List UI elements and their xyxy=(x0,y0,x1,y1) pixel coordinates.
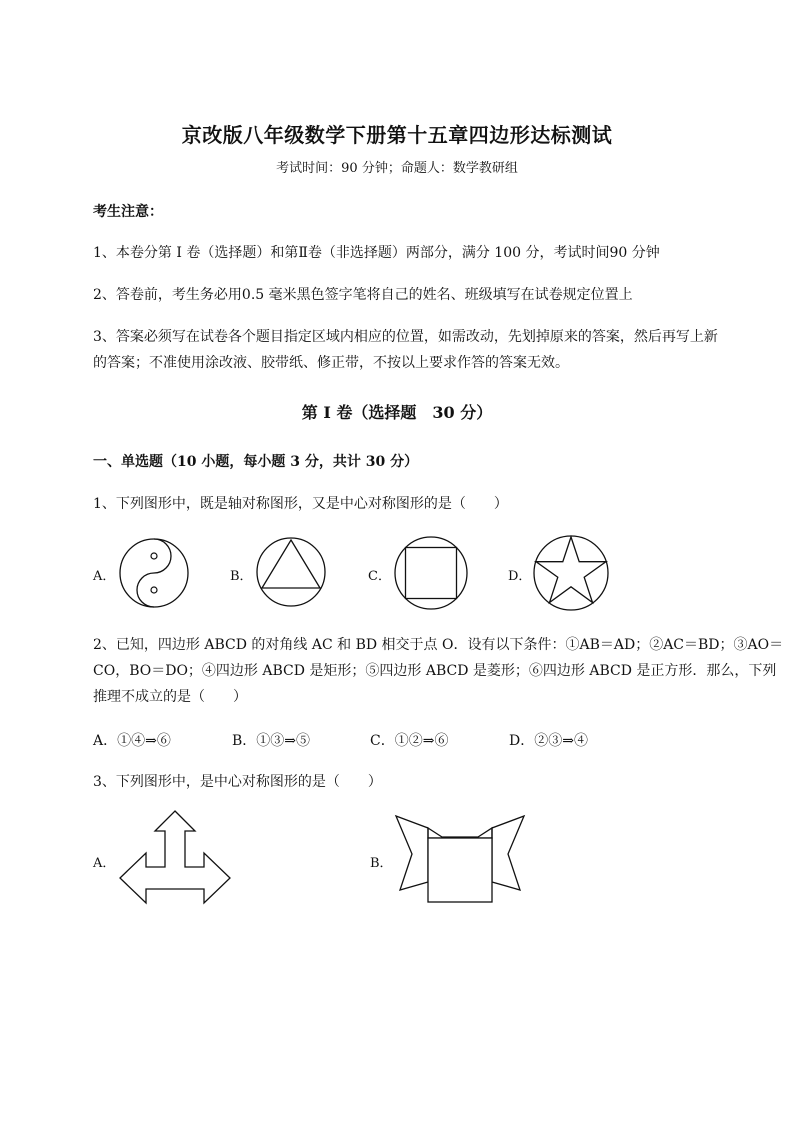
circle-square-icon xyxy=(393,535,469,611)
notes-heading: 考生注意： xyxy=(93,204,163,220)
three-arrows-icon xyxy=(116,809,234,909)
exam-title: 京改版八年级数学下册第十五章四边形达标测试 xyxy=(181,123,613,147)
note-item-3: 3、答案必须写在试卷各个题目指定区域内相应的位置，如需改动，先划掉原来的答案，然后再写上新 xyxy=(93,329,718,345)
circle-triangle-icon xyxy=(255,536,327,608)
question-1-stem: 1、下列图形中，既是轴对称图形，又是中心对称图形的是（ ） xyxy=(93,496,508,512)
question-2-line-3: 推理不成立的是（ ） xyxy=(93,689,247,705)
circle-star-icon xyxy=(532,534,610,612)
part-heading: 一、单选题（10 小题，每小题 3 分，共计 30 分） xyxy=(93,454,419,470)
q1-option-c-label: C． xyxy=(368,569,391,584)
question-3-stem: 3、下列图形中，是中心对称图形的是（ ） xyxy=(93,774,382,790)
note-item-2: 2、答卷前，考生务必用0.5 毫米黑色签字笔将自己的姓名、班级填写在试卷规定位置上 xyxy=(93,287,633,303)
taiji-icon xyxy=(118,537,190,609)
q3-option-a-label: A． xyxy=(93,856,116,871)
question-2-line-2: CO，BO＝DO；④四边形 ABCD 是矩形；⑤四边形 ABCD 是菱形；⑥四边形 ABCD 是正方形．那么，下列 xyxy=(93,663,777,679)
note-item-3-cont: 的答案；不准使用涂改液、胶带纸、修正带，不按以上要求作答的答案无效。 xyxy=(93,355,569,371)
note-item-1: 1、本卷分第 I 卷（选择题）和第Ⅱ卷（非选择题）两部分，满分 100 分，考试时间90 分钟 xyxy=(93,245,660,261)
section-title: 第 I 卷（选择题 30 分） xyxy=(301,403,493,422)
q2-option-b: B．①③⇒⑤ xyxy=(232,733,311,749)
q2-option-c: C．①②⇒⑥ xyxy=(370,733,449,749)
question-2-line-1: 2、已知，四边形 ABCD 的对角线 AC 和 BD 相交于点 O．设有以下条件：①AB＝AD；②AC＝BD；③AO＝ xyxy=(93,637,784,653)
q1-option-d-label: D． xyxy=(508,569,532,584)
exam-subtitle: 考试时间：90 分钟；命题人：数学教研组 xyxy=(276,161,518,176)
square-banner-icon xyxy=(392,810,528,910)
q2-option-a: A．①④⇒⑥ xyxy=(93,733,171,749)
q3-option-b-label: B． xyxy=(370,856,393,871)
q2-option-d: D．②③⇒④ xyxy=(509,733,588,749)
q1-option-a-label: A． xyxy=(93,569,116,584)
q1-option-b-label: B． xyxy=(230,569,253,584)
